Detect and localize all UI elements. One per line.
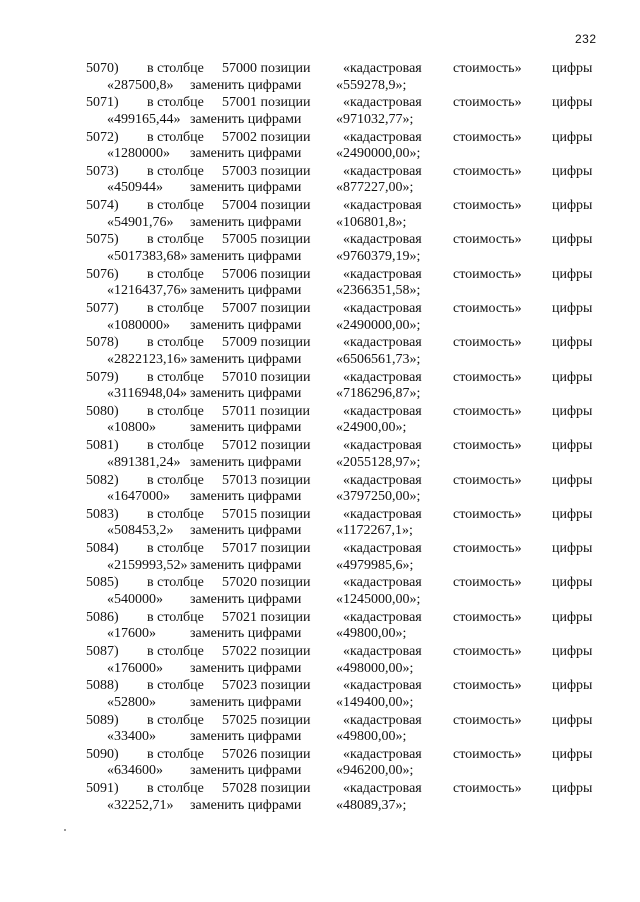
list-item bbox=[0, 60, 640, 94]
list-item bbox=[0, 197, 640, 231]
cost-text: стоимость» bbox=[453, 472, 522, 488]
in-column-text: в столбце bbox=[147, 163, 204, 179]
item-number: 5084) bbox=[86, 541, 119, 557]
replace-text: заменить цифрами bbox=[190, 797, 302, 813]
in-column-text: в столбце bbox=[147, 403, 204, 419]
new-value: «1172267,1»; bbox=[336, 523, 413, 539]
cost-text: стоимость» bbox=[453, 644, 522, 660]
replace-text: заменить цифрами bbox=[190, 557, 302, 573]
cost-text: стоимость» bbox=[453, 129, 522, 145]
digits-text: цифры bbox=[552, 506, 593, 522]
new-value: «877227,00»; bbox=[336, 180, 414, 196]
replace-text: заменить цифрами bbox=[190, 694, 302, 710]
cadastral-text: «кадастровая bbox=[343, 472, 422, 488]
digits-text: цифры bbox=[552, 746, 593, 762]
item-number: 5078) bbox=[86, 335, 119, 351]
old-value: «32252,71» bbox=[107, 797, 174, 813]
cadastral-text: «кадастровая bbox=[343, 644, 422, 660]
old-value: «54901,76» bbox=[107, 214, 174, 230]
item-number: 5090) bbox=[86, 746, 119, 762]
digits-text: цифры bbox=[552, 609, 593, 625]
item-number: 5082) bbox=[86, 472, 119, 488]
in-column-text: в столбце bbox=[147, 301, 204, 317]
old-value: «17600» bbox=[107, 626, 156, 642]
in-column-text: в столбце bbox=[147, 506, 204, 522]
digits-text: цифры bbox=[552, 335, 593, 351]
item-number: 5080) bbox=[86, 403, 119, 419]
cadastral-text: «кадастровая bbox=[343, 781, 422, 797]
in-column-text: в столбце bbox=[147, 746, 204, 762]
old-value: «3116948,04» bbox=[107, 386, 187, 402]
digits-text: цифры bbox=[552, 301, 593, 317]
item-number: 5076) bbox=[86, 266, 119, 282]
in-column-text: в столбце bbox=[147, 438, 204, 454]
cost-text: стоимость» bbox=[453, 266, 522, 282]
item-number: 5081) bbox=[86, 438, 119, 454]
digits-text: цифры bbox=[552, 541, 593, 557]
digits-text: цифры bbox=[552, 575, 593, 591]
replace-text: заменить цифрами bbox=[190, 420, 302, 436]
cost-text: стоимость» bbox=[453, 198, 522, 214]
item-number: 5072) bbox=[86, 129, 119, 145]
cadastral-text: «кадастровая bbox=[343, 198, 422, 214]
list-item bbox=[0, 403, 640, 437]
cost-text: стоимость» bbox=[453, 746, 522, 762]
replace-text: заменить цифрами bbox=[190, 111, 302, 127]
list-item bbox=[0, 334, 640, 368]
position-code: 57013 позиции bbox=[222, 472, 311, 488]
new-value: «48089,37»; bbox=[336, 797, 407, 813]
position-code: 57023 позиции bbox=[222, 678, 311, 694]
cost-text: стоимость» bbox=[453, 678, 522, 694]
replace-text: заменить цифрами bbox=[190, 626, 302, 642]
new-value: «9760379,19»; bbox=[336, 248, 421, 264]
list-item bbox=[0, 677, 640, 711]
in-column-text: в столбце bbox=[147, 198, 204, 214]
old-value: «450944» bbox=[107, 180, 163, 196]
cadastral-text: «кадастровая bbox=[343, 163, 422, 179]
in-column-text: в столбце bbox=[147, 95, 204, 111]
replace-text: заменить цифрами bbox=[190, 317, 302, 333]
list-item bbox=[0, 780, 640, 814]
list-item bbox=[0, 506, 640, 540]
new-value: «2490000,00»; bbox=[336, 317, 421, 333]
in-column-text: в столбце bbox=[147, 609, 204, 625]
position-code: 57025 позиции bbox=[222, 712, 311, 728]
new-value: «6506561,73»; bbox=[336, 351, 421, 367]
position-code: 57010 позиции bbox=[222, 369, 311, 385]
in-column-text: в столбце bbox=[147, 472, 204, 488]
cost-text: стоимость» bbox=[453, 61, 522, 76]
cost-text: стоимость» bbox=[453, 575, 522, 591]
position-code: 57007 позиции bbox=[222, 301, 311, 317]
digits-text: цифры bbox=[552, 232, 593, 248]
position-code: 57026 позиции bbox=[222, 746, 311, 762]
in-column-text: в столбце bbox=[147, 335, 204, 351]
replace-text: заменить цифрами bbox=[190, 283, 302, 299]
new-value: «149400,00»; bbox=[336, 694, 414, 710]
item-number: 5091) bbox=[86, 781, 119, 797]
digits-text: цифры bbox=[552, 678, 593, 694]
position-code: 57002 позиции bbox=[222, 129, 311, 145]
cadastral-text: «кадастровая bbox=[343, 335, 422, 351]
list-item bbox=[0, 300, 640, 334]
cost-text: стоимость» bbox=[453, 369, 522, 385]
digits-text: цифры bbox=[552, 369, 593, 385]
item-number: 5073) bbox=[86, 163, 119, 179]
item-number: 5077) bbox=[86, 301, 119, 317]
old-value: «499165,44» bbox=[107, 111, 181, 127]
old-value: «540000» bbox=[107, 591, 163, 607]
position-code: 57015 позиции bbox=[222, 506, 311, 522]
item-number: 5087) bbox=[86, 644, 119, 660]
new-value: «971032,77»; bbox=[336, 111, 414, 127]
replace-text: заменить цифрами bbox=[190, 729, 302, 745]
cost-text: стоимость» bbox=[453, 301, 522, 317]
new-value: «559278,9»; bbox=[336, 77, 407, 93]
list-item bbox=[0, 540, 640, 574]
replace-text: заменить цифрами bbox=[190, 351, 302, 367]
cadastral-text: «кадастровая bbox=[343, 301, 422, 317]
new-value: «49800,00»; bbox=[336, 729, 407, 745]
position-code: 57028 позиции bbox=[222, 781, 311, 797]
in-column-text: в столбце bbox=[147, 678, 204, 694]
new-value: «4979985,6»; bbox=[336, 557, 414, 573]
cadastral-text: «кадастровая bbox=[343, 678, 422, 694]
in-column-text: в столбце bbox=[147, 575, 204, 591]
in-column-text: в столбце bbox=[147, 369, 204, 385]
amendment-list bbox=[0, 60, 640, 815]
list-item bbox=[0, 437, 640, 471]
new-value: «2366351,58»; bbox=[336, 283, 421, 299]
replace-text: заменить цифрами bbox=[190, 660, 302, 676]
list-item bbox=[0, 746, 640, 780]
new-value: «24900,00»; bbox=[336, 420, 407, 436]
cadastral-text: «кадастровая bbox=[343, 403, 422, 419]
replace-text: заменить цифрами bbox=[190, 146, 302, 162]
old-value: «33400» bbox=[107, 729, 156, 745]
item-number: 5086) bbox=[86, 609, 119, 625]
item-number: 5075) bbox=[86, 232, 119, 248]
cadastral-text: «кадастровая bbox=[343, 232, 422, 248]
replace-text: заменить цифрами bbox=[190, 214, 302, 230]
new-value: «49800,00»; bbox=[336, 626, 407, 642]
in-column-text: в столбце bbox=[147, 712, 204, 728]
digits-text: цифры bbox=[552, 438, 593, 454]
replace-text: заменить цифрами bbox=[190, 77, 302, 93]
item-number: 5083) bbox=[86, 506, 119, 522]
digits-text: цифры bbox=[552, 781, 593, 797]
cadastral-text: «кадастровая bbox=[343, 61, 422, 76]
digits-text: цифры bbox=[552, 403, 593, 419]
cadastral-text: «кадастровая bbox=[343, 369, 422, 385]
digits-text: цифры bbox=[552, 712, 593, 728]
cost-text: стоимость» bbox=[453, 95, 522, 111]
old-value: «634600» bbox=[107, 763, 163, 779]
new-value: «7186296,87»; bbox=[336, 386, 421, 402]
position-code: 57012 позиции bbox=[222, 438, 311, 454]
old-value: «2159993,52» bbox=[107, 557, 188, 573]
old-value: «1080000» bbox=[107, 317, 170, 333]
replace-text: заменить цифрами bbox=[190, 180, 302, 196]
page-number: 232 bbox=[575, 32, 597, 46]
item-number: 5074) bbox=[86, 198, 119, 214]
cost-text: стоимость» bbox=[453, 403, 522, 419]
list-item bbox=[0, 163, 640, 197]
position-code: 57005 позиции bbox=[222, 232, 311, 248]
cost-text: стоимость» bbox=[453, 712, 522, 728]
digits-text: цифры bbox=[552, 198, 593, 214]
cadastral-text: «кадастровая bbox=[343, 746, 422, 762]
old-value: «1280000» bbox=[107, 146, 170, 162]
cost-text: стоимость» bbox=[453, 163, 522, 179]
replace-text: заменить цифрами bbox=[190, 386, 302, 402]
in-column-text: в столбце bbox=[147, 644, 204, 660]
cost-text: стоимость» bbox=[453, 541, 522, 557]
in-column-text: в столбце bbox=[147, 266, 204, 282]
item-number: 5071) bbox=[86, 95, 119, 111]
list-item bbox=[0, 712, 640, 746]
item-number: 5089) bbox=[86, 712, 119, 728]
list-item bbox=[0, 129, 640, 163]
position-code: 57021 позиции bbox=[222, 609, 311, 625]
new-value: «498000,00»; bbox=[336, 660, 414, 676]
replace-text: заменить цифрами bbox=[190, 454, 302, 470]
cadastral-text: «кадастровая bbox=[343, 712, 422, 728]
position-code: 57001 позиции bbox=[222, 95, 311, 111]
in-column-text: в столбце bbox=[147, 541, 204, 557]
replace-text: заменить цифрами bbox=[190, 763, 302, 779]
new-value: «946200,00»; bbox=[336, 763, 414, 779]
new-value: «1245000,00»; bbox=[336, 591, 421, 607]
scan-mark bbox=[64, 829, 66, 831]
replace-text: заменить цифрами bbox=[190, 248, 302, 264]
position-code: 57006 позиции bbox=[222, 266, 311, 282]
old-value: «1216437,76» bbox=[107, 283, 188, 299]
list-item bbox=[0, 266, 640, 300]
in-column-text: в столбце bbox=[147, 129, 204, 145]
cadastral-text: «кадастровая bbox=[343, 541, 422, 557]
replace-text: заменить цифрами bbox=[190, 591, 302, 607]
new-value: «3797250,00»; bbox=[336, 489, 421, 505]
position-code: 57017 позиции bbox=[222, 541, 311, 557]
digits-text: цифры bbox=[552, 95, 593, 111]
position-code: 57009 позиции bbox=[222, 335, 311, 351]
old-value: «2822123,16» bbox=[107, 351, 188, 367]
cadastral-text: «кадастровая bbox=[343, 266, 422, 282]
position-code: 57011 позиции bbox=[222, 403, 310, 419]
new-value: «106801,8»; bbox=[336, 214, 407, 230]
list-item bbox=[0, 231, 640, 265]
list-item bbox=[0, 574, 640, 608]
position-code: 57004 позиции bbox=[222, 198, 311, 214]
old-value: «10800» bbox=[107, 420, 156, 436]
old-value: «891381,24» bbox=[107, 454, 181, 470]
in-column-text: в столбце bbox=[147, 61, 204, 76]
old-value: «287500,8» bbox=[107, 77, 174, 93]
cost-text: стоимость» bbox=[453, 506, 522, 522]
old-value: «1647000» bbox=[107, 489, 170, 505]
list-item bbox=[0, 643, 640, 677]
cadastral-text: «кадастровая bbox=[343, 609, 422, 625]
list-item bbox=[0, 472, 640, 506]
cadastral-text: «кадастровая bbox=[343, 95, 422, 111]
old-value: «508453,2» bbox=[107, 523, 174, 539]
digits-text: цифры bbox=[552, 266, 593, 282]
digits-text: цифры bbox=[552, 472, 593, 488]
digits-text: цифры bbox=[552, 61, 593, 76]
item-number: 5085) bbox=[86, 575, 119, 591]
cadastral-text: «кадастровая bbox=[343, 575, 422, 591]
cost-text: стоимость» bbox=[453, 781, 522, 797]
position-code: 57003 позиции bbox=[222, 163, 311, 179]
position-code: 57020 позиции bbox=[222, 575, 311, 591]
list-item bbox=[0, 369, 640, 403]
new-value: «2055128,97»; bbox=[336, 454, 421, 470]
item-number: 5088) bbox=[86, 678, 119, 694]
digits-text: цифры bbox=[552, 644, 593, 660]
old-value: «176000» bbox=[107, 660, 163, 676]
in-column-text: в столбце bbox=[147, 232, 204, 248]
old-value: «5017383,68» bbox=[107, 248, 188, 264]
cost-text: стоимость» bbox=[453, 335, 522, 351]
cadastral-text: «кадастровая bbox=[343, 506, 422, 522]
cadastral-text: «кадастровая bbox=[343, 129, 422, 145]
list-item bbox=[0, 94, 640, 128]
digits-text: цифры bbox=[552, 163, 593, 179]
replace-text: заменить цифрами bbox=[190, 523, 302, 539]
list-item bbox=[0, 609, 640, 643]
digits-text: цифры bbox=[552, 129, 593, 145]
cost-text: стоимость» bbox=[453, 438, 522, 454]
item-number: 5079) bbox=[86, 369, 119, 385]
cost-text: стоимость» bbox=[453, 232, 522, 248]
replace-text: заменить цифрами bbox=[190, 489, 302, 505]
cadastral-text: «кадастровая bbox=[343, 438, 422, 454]
new-value: «2490000,00»; bbox=[336, 146, 421, 162]
cost-text: стоимость» bbox=[453, 609, 522, 625]
item-number: 5070) bbox=[86, 61, 119, 76]
position-code: 57022 позиции bbox=[222, 644, 311, 660]
in-column-text: в столбце bbox=[147, 781, 204, 797]
old-value: «52800» bbox=[107, 694, 156, 710]
position-code: 57000 позиции bbox=[222, 61, 311, 76]
